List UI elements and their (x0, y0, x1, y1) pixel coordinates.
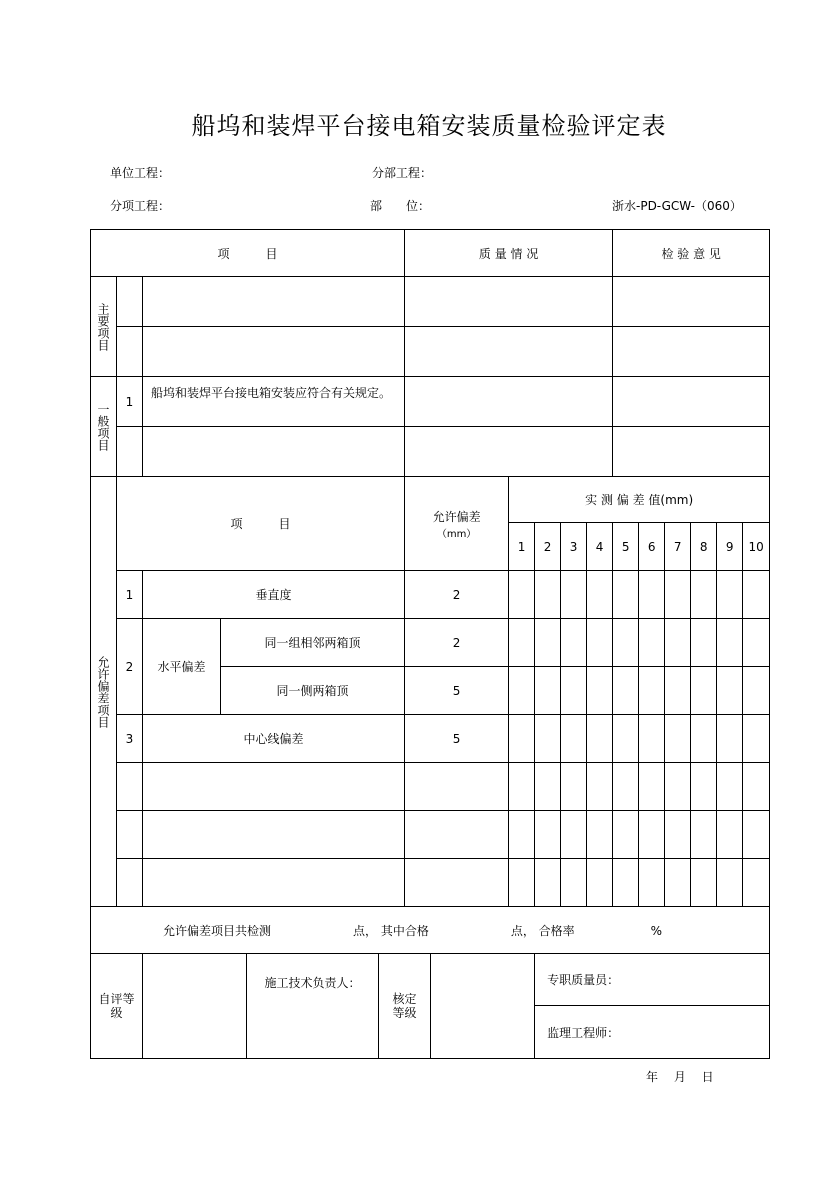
self-grade-label: 自评等级 (91, 954, 143, 1059)
measured-header: 实 测 偏 差 值(mm) (509, 477, 770, 523)
measured-value-cell[interactable] (717, 571, 743, 619)
header-item: 项 目 (91, 230, 405, 277)
measured-value-cell[interactable] (587, 571, 613, 619)
measured-value-cell[interactable] (561, 667, 587, 715)
measured-value-cell[interactable] (509, 571, 535, 619)
general-items-label: 一般项目 (91, 377, 117, 477)
measured-value-cell[interactable] (561, 715, 587, 763)
measured-value-cell[interactable] (665, 667, 691, 715)
measured-value-cell[interactable] (587, 859, 613, 907)
measured-value-cell[interactable] (717, 715, 743, 763)
quality-officer-label: 专职质量员： (535, 954, 770, 1006)
item-name: 垂直度 (143, 571, 405, 619)
form-code: 浙水-PD-GCW-（060） (612, 199, 742, 213)
quality-cell[interactable] (405, 277, 613, 327)
measured-value-cell[interactable] (691, 619, 717, 667)
measure-col-1: 1 (509, 523, 535, 571)
tolerance-value[interactable] (405, 811, 509, 859)
measure-col-8: 8 (691, 523, 717, 571)
measured-value-cell[interactable] (535, 715, 561, 763)
tolerance-value: 5 (405, 715, 509, 763)
measure-col-4: 4 (587, 523, 613, 571)
measured-value-cell[interactable] (743, 619, 770, 667)
quality-cell[interactable] (405, 377, 613, 427)
measured-value-cell[interactable] (587, 619, 613, 667)
measured-value-cell[interactable] (717, 667, 743, 715)
measured-value-cell[interactable] (613, 619, 639, 667)
quality-cell[interactable] (405, 327, 613, 377)
measured-value-cell[interactable] (535, 619, 561, 667)
measured-value-cell[interactable] (535, 667, 561, 715)
main-items-label: 主要项目 (91, 277, 117, 377)
measured-value-cell[interactable] (639, 667, 665, 715)
page-title: 船坞和装焊平台接电箱安装质量检验评定表 (191, 112, 667, 140)
measured-value-cell[interactable] (613, 667, 639, 715)
general-item-text: 船坞和装焊平台接电箱安装应符合有关规定。 (143, 377, 405, 427)
item-name[interactable] (143, 763, 405, 811)
main-item-cell[interactable] (143, 277, 405, 327)
item-name[interactable] (143, 859, 405, 907)
measured-value-cell[interactable] (561, 763, 587, 811)
header-opinion: 检 验 意 见 (613, 230, 770, 277)
main-item-cell[interactable] (143, 327, 405, 377)
measured-value-cell[interactable] (717, 763, 743, 811)
measured-value-cell[interactable] (587, 667, 613, 715)
measure-col-9: 9 (717, 523, 743, 571)
measured-value-cell[interactable] (717, 619, 743, 667)
measured-value-cell[interactable] (509, 859, 535, 907)
verified-grade-value[interactable] (431, 954, 535, 1059)
measured-value-cell[interactable] (743, 571, 770, 619)
summary-row: 允许偏差项目共检测 点， 其中合格 点， 合格率 % (91, 907, 770, 954)
measured-value-cell[interactable] (613, 571, 639, 619)
measure-col-6: 6 (639, 523, 665, 571)
item-name: 中心线偏差 (143, 715, 405, 763)
measured-value-cell[interactable] (639, 619, 665, 667)
location-label: 部 位： (370, 199, 431, 213)
tolerance-value[interactable] (405, 763, 509, 811)
measured-value-cell[interactable] (561, 571, 587, 619)
measured-value-cell[interactable] (665, 763, 691, 811)
allowable-item-header: 项 目 (117, 477, 405, 571)
measured-value-cell[interactable] (509, 811, 535, 859)
measured-value-cell[interactable] (639, 811, 665, 859)
measure-col-5: 5 (613, 523, 639, 571)
measured-value-cell[interactable] (743, 667, 770, 715)
measure-col-7: 7 (665, 523, 691, 571)
unit-project-label: 单位工程： (110, 166, 171, 180)
row-no: 2 (117, 619, 143, 715)
measured-value-cell[interactable] (613, 859, 639, 907)
item-name: 同一侧两箱顶 (221, 667, 405, 715)
measured-value-cell[interactable] (691, 571, 717, 619)
self-grade-value[interactable] (143, 954, 247, 1059)
measured-value-cell[interactable] (691, 763, 717, 811)
opinion-cell[interactable] (613, 427, 770, 477)
measured-value-cell[interactable] (743, 763, 770, 811)
subitem-project-label: 分项工程： (110, 199, 171, 213)
inspection-table (90, 229, 770, 1059)
item-name: 同一组相邻两箱顶 (221, 619, 405, 667)
measured-value-cell[interactable] (535, 763, 561, 811)
item-group: 水平偏差 (143, 619, 221, 715)
measure-col-2: 2 (535, 523, 561, 571)
item-name[interactable] (143, 811, 405, 859)
measured-value-cell[interactable] (639, 763, 665, 811)
quality-cell[interactable] (405, 427, 613, 477)
measured-value-cell[interactable] (613, 811, 639, 859)
measured-value-cell[interactable] (561, 859, 587, 907)
row-no: 1 (117, 377, 143, 427)
measured-value-cell[interactable] (509, 619, 535, 667)
measured-value-cell[interactable] (665, 859, 691, 907)
measured-value-cell[interactable] (743, 811, 770, 859)
row-no: 3 (117, 715, 143, 763)
measured-value-cell[interactable] (613, 715, 639, 763)
allowable-items-label: 允许偏差项目 (91, 477, 117, 907)
measured-value-cell[interactable] (561, 811, 587, 859)
measured-value-cell[interactable] (665, 715, 691, 763)
measured-value-cell[interactable] (509, 667, 535, 715)
tolerance-value: 2 (405, 619, 509, 667)
measured-value-cell[interactable] (717, 811, 743, 859)
measured-value-cell[interactable] (509, 715, 535, 763)
measured-value-cell[interactable] (535, 571, 561, 619)
opinion-cell[interactable] (613, 377, 770, 427)
measured-value-cell[interactable] (535, 859, 561, 907)
tech-lead-label: 施工技术负责人： (247, 954, 379, 1059)
measured-value-cell[interactable] (665, 619, 691, 667)
verified-grade-label: 核定等级 (379, 954, 431, 1059)
date-label: 年 月 日 (646, 1070, 714, 1084)
measured-value-cell[interactable] (691, 667, 717, 715)
measured-value-cell[interactable] (587, 763, 613, 811)
header-quality: 质 量 情 况 (405, 230, 613, 277)
supervisor-label: 监理工程师： (535, 1006, 770, 1059)
measured-value-cell[interactable] (743, 859, 770, 907)
tolerance-value[interactable] (405, 859, 509, 907)
measured-value-cell[interactable] (691, 859, 717, 907)
measured-value-cell[interactable] (639, 859, 665, 907)
measured-value-cell[interactable] (665, 811, 691, 859)
measured-value-cell[interactable] (639, 571, 665, 619)
opinion-cell[interactable] (613, 327, 770, 377)
measured-value-cell[interactable] (535, 811, 561, 859)
measured-value-cell[interactable] (639, 715, 665, 763)
general-item-cell[interactable] (143, 427, 405, 477)
division-project-label: 分部工程： (372, 166, 433, 180)
measured-value-cell[interactable] (587, 811, 613, 859)
measured-value-cell[interactable] (717, 859, 743, 907)
measured-value-cell[interactable] (691, 715, 717, 763)
measure-col-10: 10 (743, 523, 770, 571)
row-no: 1 (117, 571, 143, 619)
measured-value-cell[interactable] (665, 571, 691, 619)
measured-value-cell[interactable] (743, 715, 770, 763)
measured-value-cell[interactable] (561, 619, 587, 667)
measure-col-3: 3 (561, 523, 587, 571)
tolerance-header: 允许偏差 （mm） (405, 477, 509, 571)
measured-value-cell[interactable] (509, 763, 535, 811)
tolerance-value: 2 (405, 571, 509, 619)
measured-value-cell[interactable] (613, 763, 639, 811)
tolerance-value: 5 (405, 667, 509, 715)
measured-value-cell[interactable] (587, 715, 613, 763)
measured-value-cell[interactable] (691, 811, 717, 859)
opinion-cell[interactable] (613, 277, 770, 327)
